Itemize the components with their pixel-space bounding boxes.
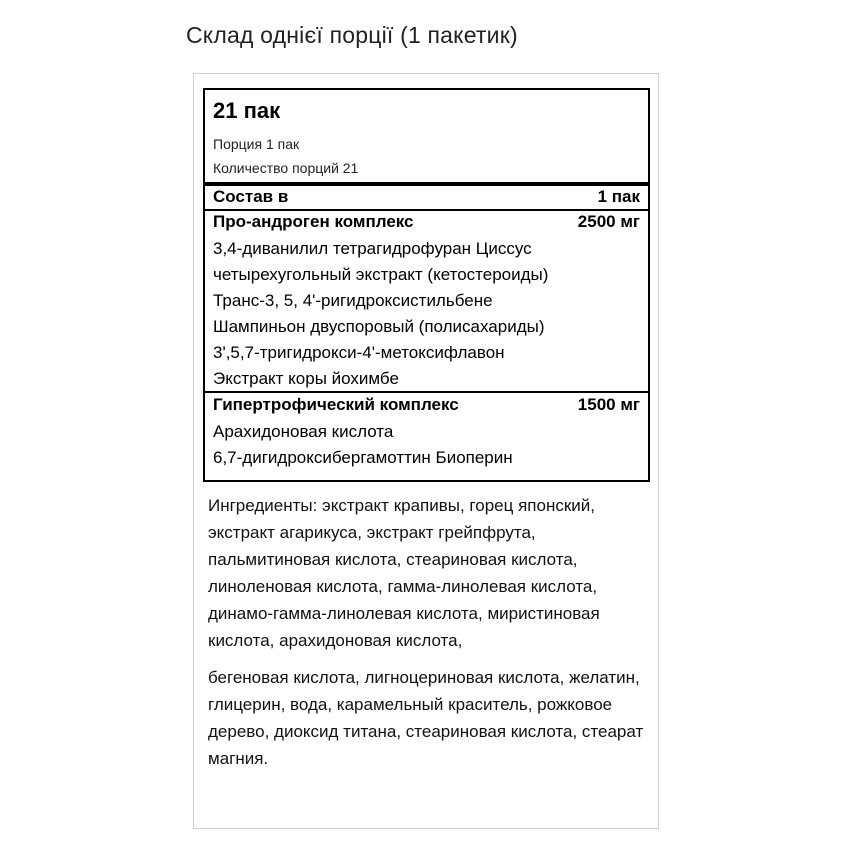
divider: [205, 391, 648, 393]
complex1-amount: 2500 мг: [577, 212, 640, 231]
complex1-line: 3,4-диванилил тетрагидрофуран Циссус: [213, 239, 532, 258]
complex2-name: Гипертрофический комплекс: [213, 395, 459, 414]
complex2-line: 6,7-дигидроксибергамоттин Биоперин: [213, 448, 513, 467]
servings-count: Количество порций 21: [213, 160, 359, 176]
complex1-line: четырехугольный экстракт (кетостероиды): [213, 265, 549, 284]
ingredients-text: [208, 492, 648, 782]
ingredients-paragraph: бегеновая кислота, лигноцериновая кислота, желатин, глицерин, вода, карамельный краситель, рожковое дерево, диоксид титана, стеариновая кислота, стеарат магния.: [208, 668, 644, 768]
complex2-line: Арахидоновая кислота: [213, 422, 394, 441]
complex1-row: [213, 212, 640, 232]
divider: [205, 209, 648, 211]
header-row-value: 1 пак: [597, 187, 640, 206]
complex1-line: 3',5,7-тригидрокси-4'-метоксифлавон: [213, 343, 505, 362]
complex1-line: Экстракт коры йохимбе: [213, 369, 399, 388]
header-row: [213, 187, 640, 207]
complex2-row: [213, 395, 640, 415]
complex1-line: Шампиньон двуспоровый (полисахариды): [213, 317, 545, 336]
serving-size: Порция 1 пак: [213, 136, 300, 152]
supplement-facts-panel: [203, 88, 650, 482]
complex1-name: Про-андроген комплекс: [213, 212, 414, 231]
complex1-line: Транс-3, 5, 4'-ригидроксистильбене: [213, 291, 493, 310]
ingredients-paragraph: Ингредиенты: экстракт крапивы, горец японский, экстракт агарикуса, экстракт грейпфрута, пальмитиновая кислота, стеариновая кислота, линоленовая кислота, гамма-линолевая кислота, динамо-гамма-линолевая кислота, миристиновая кислота, арахидоновая кислота,: [208, 496, 600, 650]
header-row-label: Состав в: [213, 187, 289, 206]
divider-thick: [205, 182, 648, 186]
page-heading: Склад однієї порції (1 пакетик): [186, 22, 518, 48]
facts-title: 21 пак: [213, 98, 281, 123]
complex2-amount: 1500 мг: [577, 395, 640, 414]
